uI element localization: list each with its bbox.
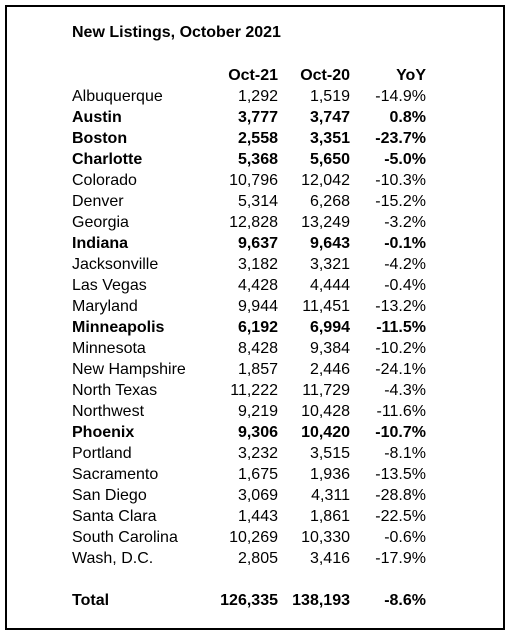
total-label: Total [72, 592, 110, 609]
row-prior: 1,861 [309, 508, 350, 525]
row-yoy: -0.6% [384, 529, 426, 546]
row-name: Wash, D.C. [72, 550, 154, 567]
row-name: Maryland [72, 298, 138, 315]
row-current: 5,368 [237, 151, 278, 168]
row-prior: 10,420 [301, 424, 350, 441]
row-current: 8,428 [237, 340, 278, 357]
row-current: 3,069 [237, 487, 278, 504]
row-current: 5,314 [237, 193, 278, 210]
row-name: Northwest [72, 403, 145, 420]
header-name [66, 65, 206, 86]
row-current: 2,558 [237, 130, 278, 147]
row-yoy: -13.5% [375, 466, 426, 483]
total-row [66, 590, 432, 611]
table-row [66, 212, 432, 233]
row-prior: 11,729 [302, 382, 350, 399]
table-row [66, 359, 432, 380]
total-yoy: -8.6% [384, 592, 426, 609]
table-row [66, 548, 432, 569]
row-name: Santa Clara [72, 508, 157, 525]
row-current: 9,637 [237, 235, 278, 252]
row-current: 9,219 [237, 403, 278, 420]
table-row [66, 191, 432, 212]
row-prior: 13,249 [301, 214, 350, 231]
row-yoy: -11.5% [376, 319, 426, 336]
row-yoy: -4.2% [384, 256, 426, 273]
table-row [66, 86, 432, 107]
row-prior: 10,330 [301, 529, 350, 546]
header-current: Oct-21 [228, 67, 278, 84]
row-current: 6,192 [237, 319, 278, 336]
row-yoy: -0.4% [384, 277, 426, 294]
row-current: 1,292 [237, 88, 278, 105]
row-name: Austin [72, 109, 122, 126]
row-name: Minneapolis [72, 319, 165, 336]
header-prior: Oct-20 [300, 67, 350, 84]
row-prior: 3,747 [309, 109, 350, 126]
row-current: 10,269 [229, 529, 278, 546]
row-current: 10,796 [229, 172, 278, 189]
row-name: Charlotte [72, 151, 143, 168]
row-yoy: -23.7% [375, 130, 426, 147]
table-row [66, 380, 432, 401]
table-row [66, 170, 432, 191]
row-name: Minnesota [72, 340, 146, 357]
row-name: Denver [72, 193, 124, 210]
total-prior: 138,193 [292, 592, 350, 609]
row-name: North Texas [72, 382, 158, 399]
row-name: Georgia [72, 214, 129, 231]
row-name: Portland [72, 445, 132, 462]
row-yoy: -24.1% [375, 361, 426, 378]
row-name: Phoenix [72, 424, 135, 441]
row-current: 3,777 [237, 109, 278, 126]
row-name: Jacksonville [72, 256, 159, 273]
spacer-row [66, 569, 432, 590]
row-prior: 9,643 [309, 235, 350, 252]
row-current: 9,306 [237, 424, 278, 441]
row-prior: 3,351 [309, 130, 350, 147]
row-yoy: -10.7% [375, 424, 426, 441]
row-name: New Hampshire [72, 361, 186, 378]
row-prior: 1,936 [309, 466, 350, 483]
table-row [66, 149, 432, 170]
row-yoy: -14.9% [375, 88, 426, 105]
row-current: 1,857 [237, 361, 278, 378]
table-row [66, 527, 432, 548]
row-current: 1,443 [237, 508, 278, 525]
table-row [66, 485, 432, 506]
table-row [66, 338, 432, 359]
row-name: Albuquerque [72, 88, 163, 105]
row-name: Sacramento [72, 466, 159, 483]
listings-table [66, 65, 432, 611]
table-row [66, 233, 432, 254]
row-prior: 2,446 [309, 361, 350, 378]
table-row [66, 317, 432, 338]
row-prior: 4,444 [309, 277, 350, 294]
row-yoy: -15.2% [375, 193, 426, 210]
row-prior: 3,416 [309, 550, 350, 567]
row-yoy: -10.3% [375, 172, 426, 189]
row-prior: 10,428 [301, 403, 350, 420]
row-prior: 6,268 [309, 193, 350, 210]
row-yoy: -10.2% [375, 340, 426, 357]
row-yoy: -5.0% [384, 151, 426, 168]
table-row [66, 443, 432, 464]
row-prior: 5,650 [309, 151, 350, 168]
row-prior: 9,384 [309, 340, 350, 357]
table-row [66, 254, 432, 275]
row-current: 3,182 [237, 256, 278, 273]
row-yoy: -17.9% [375, 550, 426, 567]
row-yoy: -0.1% [384, 235, 426, 252]
row-name: South Carolina [72, 529, 178, 546]
row-prior: 3,515 [309, 445, 350, 462]
table-title: New Listings, October 2021 [72, 24, 281, 41]
row-prior: 12,042 [301, 172, 350, 189]
row-prior: 1,519 [309, 88, 350, 105]
row-current: 4,428 [237, 277, 278, 294]
total-current: 126,335 [220, 592, 278, 609]
row-name: Colorado [72, 172, 137, 189]
table-row [66, 275, 432, 296]
row-current: 1,675 [237, 466, 278, 483]
table-row [66, 296, 432, 317]
table-row [66, 506, 432, 527]
row-current: 9,944 [237, 298, 278, 315]
row-current: 11,222 [230, 382, 278, 399]
header-yoy: YoY [396, 67, 426, 84]
row-name: Indiana [72, 235, 129, 252]
row-yoy: 0.8% [389, 109, 426, 126]
table-row [66, 128, 432, 149]
row-current: 3,232 [237, 445, 278, 462]
row-prior: 6,994 [309, 319, 350, 336]
row-yoy: -28.8% [375, 487, 426, 504]
row-yoy: -11.6% [376, 403, 426, 420]
row-current: 2,805 [237, 550, 278, 567]
row-yoy: -4.3% [384, 382, 426, 399]
row-yoy: -13.2% [375, 298, 426, 315]
row-yoy: -3.2% [384, 214, 426, 231]
row-name: Boston [72, 130, 128, 147]
row-prior: 11,451 [302, 298, 350, 315]
header-row [66, 65, 432, 86]
row-name: Las Vegas [72, 277, 147, 294]
table-row [66, 107, 432, 128]
row-prior: 3,321 [309, 256, 350, 273]
row-prior: 4,311 [311, 487, 350, 504]
table-row [66, 464, 432, 485]
table-row [66, 422, 432, 443]
row-yoy: -8.1% [384, 445, 426, 462]
row-yoy: -22.5% [375, 508, 426, 525]
row-current: 12,828 [229, 214, 278, 231]
table-row [66, 401, 432, 422]
row-name: San Diego [72, 487, 147, 504]
